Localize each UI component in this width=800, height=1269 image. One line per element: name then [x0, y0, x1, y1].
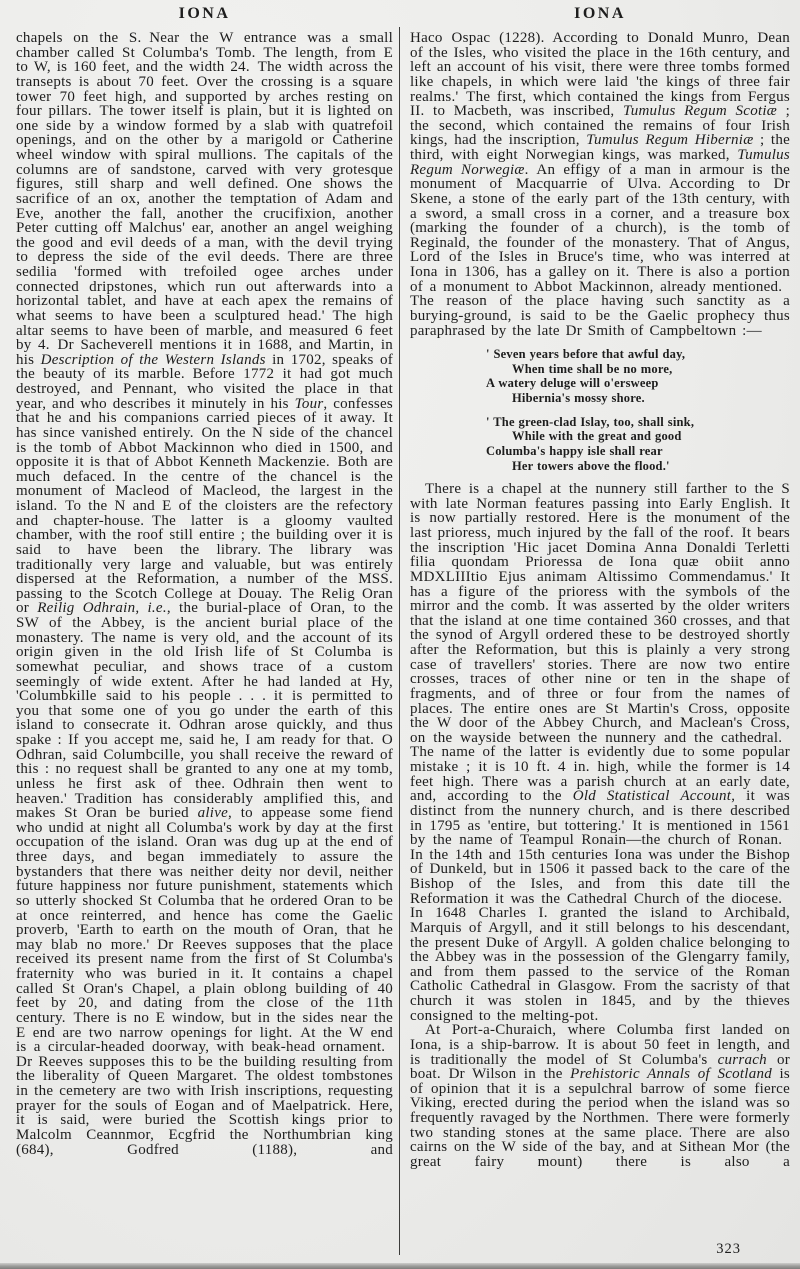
body-text: At Port-a-Churaich, where Columba first landed on Iona, is a ship-barrow. It is about 50 feet in length, and is traditionally the model of St Columba's	[410, 1022, 790, 1068]
verse-line: Her towers above the flood.'	[512, 458, 670, 473]
body-text: , it was distinct from the nunnery church, and is there described in 1795 as 'entire, but tottering.' It is mentioned in 1561 by the name of Teampul Ronain—the church of Ronan. In the 14th and 15th centuries Iona was under the Bishop of Dunkeld, but in 1506 it passed back to the care of the Bishop of the Isles, and from this date till the Reformation it was the Cathedral Church of the diocese. In 1648 Charles I. granted the island to Archibald, Marquis of Argyll, and it still belongs to his descendant, the present Duke of Argyll. A golden chalice belonging to the Abbey was in the possession of the Glengarry family, and from them passed to the service of the Roman Catholic Cathedral in Glasgow. From the sacristy of that church it was stolen in 1845, and by the thieves consigned to the melting-pot.	[410, 788, 790, 1024]
paragraph	[410, 1023, 790, 1169]
italic-text: Tour	[294, 395, 324, 412]
italic-text: Old Statistical Account	[572, 788, 732, 805]
running-head-right: IONA	[574, 5, 626, 22]
body-text: Haco Ospac (1228). According to Donald Munro, Dean of the Isles, who visited the place in the 16th century, and left an account of his visit, there were three tombs formed like chapels, in which were laid 'the kings of three fair realms.' The first, which contained the kings from Fergus II. to Macbeth, was inscribed,	[410, 31, 790, 120]
verse-line: Hibernia's mossy shore.	[512, 391, 645, 405]
verse-line: Columba's happy isle shall rear	[486, 443, 663, 458]
paragraph	[410, 482, 790, 1023]
body-text: in 1702, speaks of the beauty of its marble. Before 1772 it had got much destroyed, and Pennant, who visited the place in that year, and who describes it minutely in his	[16, 351, 393, 412]
verse-stanza	[486, 347, 790, 406]
italic-text: currach	[717, 1051, 767, 1068]
body-text: or boat. Dr Wilson in the	[410, 1051, 790, 1083]
italic-text: Description of the Western Islands	[40, 351, 266, 368]
body-text: , to appease some fiend who undid at night all Columba's work by day at the first occupation of the island. Oran was dug up at the end of three days, and began immediately to assure the bystanders that there was neither deity nor devil, neither future happiness nor future punishment, statements which so utterly shocked St Columba that he ordered Oran to be at once reinterred, and hence has come the Gaelic proverb, 'Earth to earth on the mouth of Oran, that he may blab no more.' Dr Reeves supposes that the place received its present name from the first of St Columba's fraternity who was buried in it. It contains a chapel called St Oran's Chapel, a plain oblong building of 40 feet by 20, and dating from the close of the 11th century. There is no E window, but in the sides near the E end are two narrow openings for light. At the W end is a circular-headed doorway, with beak-head ornament. Dr Reeves supposes this to be the building resulting from the liberality of Queen Margaret. The oldest tombstones in the cemetery are two with Irish inscriptions, requesting prayer for the souls of Eogan and of Maelpatrick. Here, it is said, were buried the Scottish kings prior to Malcolm Ceannmor, Ecgfrid the Northumbrian king (684), Godfred (1188), and	[16, 805, 393, 1158]
italic-text: Reilig Odhrain, i.e.	[37, 600, 167, 617]
italic-text: Tumulus Regum Scotiæ	[622, 103, 778, 120]
body-text: chapels on the S. Near the W entrance was a small chamber called St Columba's Tomb. The length, from E to W, is 160 feet, and the width 24. The width across the transepts is about 70 feet. Over the crossing is a square tower 70 feet high, and supported by arches resting on four pillars. The tower itself is plain, but it is lighted on one side by a window formed by a slab with quatrefoil openings, and on the other by a marigold or Catherine wheel window with spiral mullions. The capitals of the columns are of sandstone, carved with very grotesque figures, still sharp and well defined. One shows the sacrifice of an ox, another the temptation of Adam and Eve, another the fall, another the crucifixion, another Peter cutting off Malchus' ear, another an angel weighing the good and evil deeds of a man, with the devil trying to depress the side of the evil deeds. There are three sedilia 'formed with trefoiled ogee arches under connected dripstones, which run out afterwards into a horizontal tablet, and have at each apex the remains of what seems to have been a sculptured head.' The high altar seems to have been of marble, and measured 6 feet by 4. Dr Sacheverell mentions it in 1688, and Martin, in his	[16, 31, 393, 368]
verse-line: ' Seven years before that awful day,	[486, 347, 686, 362]
italic-text: Tumulus Regum Norwegiæ	[410, 147, 790, 178]
scan-edge-artifact	[0, 1263, 800, 1269]
left-column	[16, 31, 393, 1255]
body-text: ; the third, with eight Norwegian kings, was marked,	[410, 132, 790, 163]
body-text: is of opinion that it is a sepulchral barrow of some fierce Viking, erected during the period when the island was so frequently ravaged by the Northmen. There were formerly two standing stones at the same place. There are also cairns on the W side of the bay, and at Sithean Mor (the great fairy mount) there is also a	[410, 1066, 790, 1170]
body-text: , confesses that he and his companions carried pieces of it away. It has since vanished entirely. On the N side of the chancel is the tomb of Abbot Mackinnon who died in 1500, and opposite it is that of Abbot Kenneth Mackenzie. Both are much defaced. In the centre of the chancel is the monument of Macleod of Macleod, the largest in the island. To the N and E of the cloisters are the refectory and chapter-house. The latter is a gloomy vaulted chamber, with the roof still entire ; the building over it is said to have been the library. The library was traditionally very large and valuable, but was entirely dispersed at the Reformation, a number of the MSS. passing to the Scotch College at Douay. The Relig Oran or	[16, 395, 393, 617]
italic-text: alive	[197, 805, 229, 822]
paragraph	[16, 31, 393, 1157]
body-text: , the burial-place of Oran, to the SW of the Abbey, is the ancient burial place of the monastery. The name is very old, and the account of its origin given in the old Irish life of St Columba is somewhat peculiar, and shows trace of a custom seemingly of wide extent. After he had landed at Hy, 'Columbkille said to his people . . . it is permitted to you that some one of you go under the earth of this island to consecrate it. Odhran arose quickly, and thus spake : If you accept me, said he, I am ready for that. O Odhran, said Columbcille, you shall receive the reward of this : no request shall be granted to any one at my tomb, unless he first ask of thee. Odhrain then went to heaven.' Tradition has considerably amplified this, and makes St Oran be buried	[16, 600, 393, 822]
paragraph	[410, 31, 790, 338]
running-head-left: IONA	[178, 5, 231, 22]
verse-line: A watery deluge will o'ersweep	[486, 376, 659, 391]
body-text: ; the second, which contained the remains of four Irish kings, had the inscription,	[410, 103, 790, 149]
verse-line: While with the great and good	[512, 429, 682, 444]
italic-text: Prehistoric Annals of Scotland	[570, 1066, 772, 1083]
column-divider	[399, 27, 400, 1255]
verse-line: When time shall be no more,	[512, 361, 673, 376]
body-text: . An effigy of a man in armour is the monument of Macquarrie of Ulva. According to Dr Skene, a stone of the early part of the 13th century, with a sword, a small cross in a corner, and a treasure box (marking the founder of a church), is the tomb of Reginald, the founder of the monastery. That of Angus, Lord of the Isles in Bruce's time, who was interred at Iona in 1306, has a galley on it. There is also a portion of a monument to Abbot Mackinnon, already mentioned. The reason of the place having such sanctity as a burying-ground, is said to be the Gaelic prophecy thus paraphrased by the late Dr Smith of Campbeltown :—	[410, 161, 790, 339]
page-number: 323	[716, 1241, 741, 1257]
verse-stanza	[486, 415, 790, 474]
right-column	[410, 31, 790, 1255]
italic-text: Tumulus Regum Hiberniæ	[586, 132, 754, 149]
verse-line: ' The green-clad Islay, too, shall sink,	[486, 414, 695, 429]
body-text: There is a chapel at the nunnery still farther to the S with late Norman features passing into Early English. It is now partially restored. Here is the monument of the last prioress, much injured by the fall of the roof. It bears the inscription 'Hic jacet Domina Anna Donaldi Terletti filia quondam Prioressa de Iona quæ obiit anno MDXLIIItio Ejus animam Altissimo Commendamus.' It has a figure of the prioress with the symbols of the mirror and the comb. It was asserted by the older writers that the island at one time contained 360 crosses, and that the synod of Argyll ordered these to be destroyed shortly after the Reformation, but this is plainly a very strong case of travellers' stories. There are now two entire crosses, traces of other nine or ten in the shape of fragments, and of three or four from the names of places. The entire ones are St Martin's Cross, opposite the W door of the Abbey Church, and Maclean's Cross, on the wayside between the nunnery and the cathedral. The name of the latter is evidently due to some popular mistake ; it is 10 ft. 4 in. high, while the former is 14 feet high. There was a parish church at an early date, and, according to the	[410, 481, 790, 805]
